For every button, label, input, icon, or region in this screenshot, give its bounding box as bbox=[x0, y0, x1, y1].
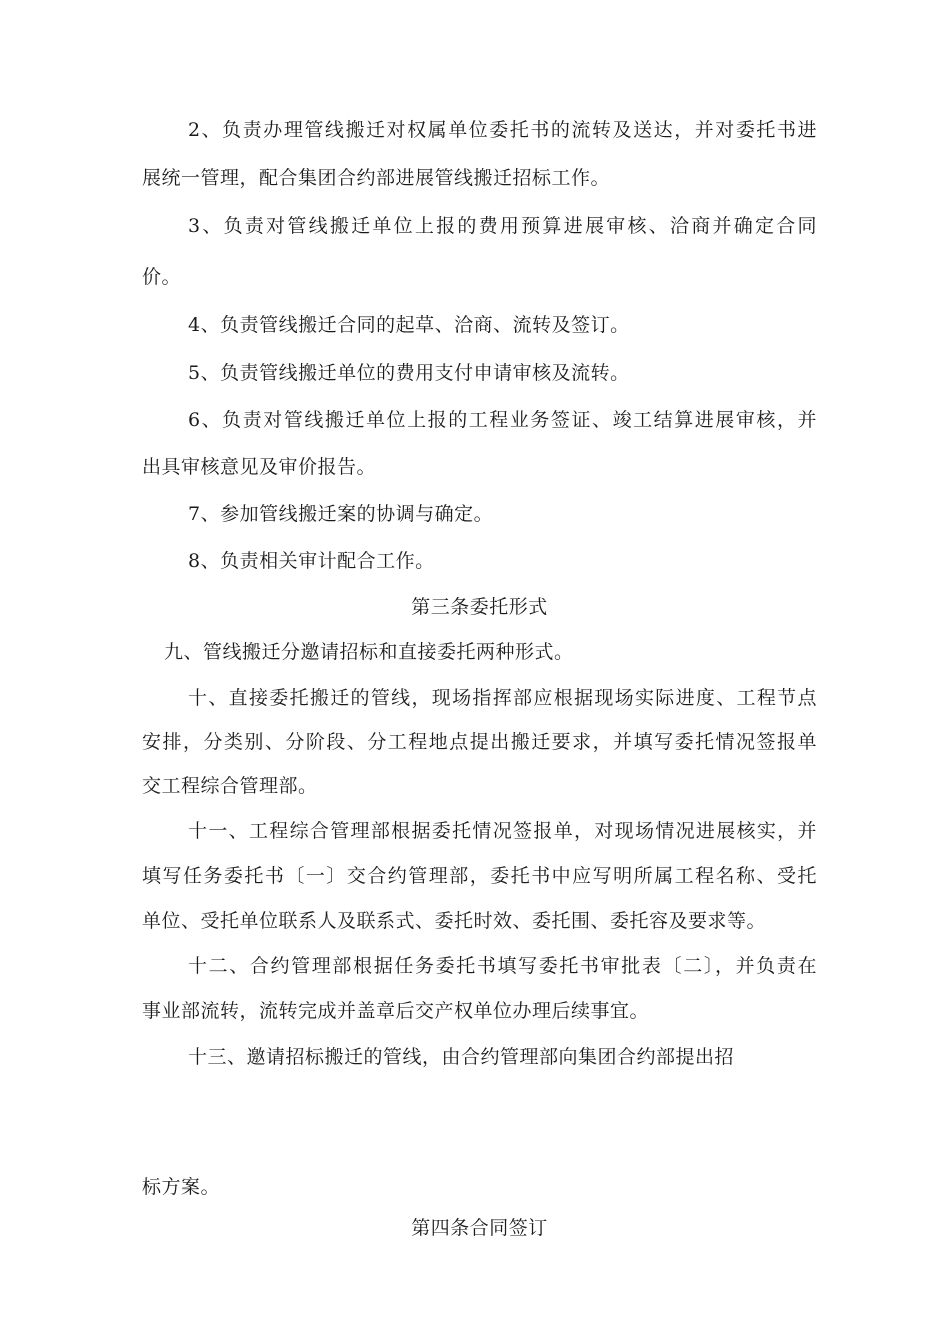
paragraph-line: 8、负责相关审计配合工作。 bbox=[188, 550, 435, 572]
paragraph-line: 事业部流转，流转完成并盖章后交产权单位办理后续事宜。 bbox=[142, 1000, 650, 1022]
paragraph-line: 安排，分类别、分阶段、分工程地点提出搬迁要求，并填写委托情况签报单 bbox=[142, 731, 817, 753]
paragraph-line: 十一、工程综合管理部根据委托情况签报单，对现场情况进展核实，并 bbox=[188, 820, 817, 842]
paragraph-line: 5、负责管线搬迁单位的费用支付申请审核及流转。 bbox=[188, 362, 630, 384]
paragraph-line: 3、负责对管线搬迁单位上报的费用预算进展审核、洽商并确定合同 bbox=[188, 215, 817, 237]
paragraph-line: 填写任务委托书〔一〕交合约管理部，委托书中应写明所属工程名称、受托 bbox=[142, 865, 817, 887]
paragraph-line: 价。 bbox=[142, 266, 182, 288]
paragraph-line: 九、管线搬迁分邀请招标和直接委托两种形式。 bbox=[164, 641, 574, 663]
paragraph-line: 7、参加管线搬迁案的协调与确定。 bbox=[188, 503, 494, 525]
paragraph-line: 2、负责办理管线搬迁对权属单位委托书的流转及送达，并对委托书进 bbox=[188, 119, 817, 141]
paragraph-line: 交工程综合管理部。 bbox=[142, 775, 318, 797]
section-heading: 第四条合同签订 bbox=[411, 1217, 548, 1239]
paragraph-line: 标方案。 bbox=[142, 1176, 221, 1198]
section-heading: 第三条委托形式 bbox=[411, 596, 548, 618]
paragraph-line: 4、负责管线搬迁合同的起草、洽商、流转及签订。 bbox=[188, 314, 630, 336]
paragraph-line: 出具审核意见及审价报告。 bbox=[142, 456, 377, 478]
paragraph-line: 十三、邀请招标搬迁的管线，由合约管理部向集团合约部提出招 bbox=[188, 1046, 735, 1068]
paragraph-line: 6、负责对管线搬迁单位上报的工程业务签证、竣工结算进展审核，并 bbox=[188, 409, 817, 431]
paragraph-line: 单位、受托单位联系人及联系式、委托时效、委托围、委托容及要求等。 bbox=[142, 910, 767, 932]
paragraph-line: 十二、合约管理部根据任务委托书填写委托书审批表〔二〕，并负责在 bbox=[188, 955, 817, 977]
paragraph-line: 展统一管理，配合集团合约部进展管线搬迁招标工作。 bbox=[142, 167, 611, 189]
paragraph-line: 十、直接委托搬迁的管线，现场指挥部应根据现场实际进度、工程节点 bbox=[188, 687, 817, 709]
